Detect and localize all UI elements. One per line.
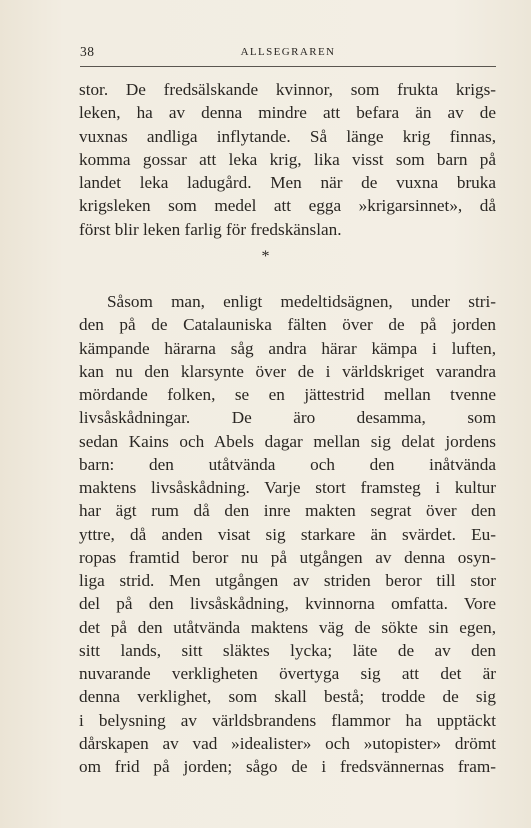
- text-line: barn: den utåtvända och den inåtvända: [79, 454, 496, 474]
- text-line: del på den livsåskådning, kvinnorna omfatta. Vore: [79, 594, 496, 614]
- text-line: mördande folken, se en jättestrid mellan tvenne: [79, 385, 496, 404]
- text-line: vuxnas andliga inflytande. Så länge krig finnas,: [79, 126, 496, 146]
- text-line: kämpande härarna såg andra härar kämpa i luften,: [79, 338, 496, 358]
- running-title: ALLSEGRAREN: [240, 46, 336, 58]
- text-line: den på de Catalauniska fälten över de på jorden: [79, 315, 496, 335]
- text-line: krigsleken som medel att egga »krigarsinnet», då: [79, 196, 496, 216]
- text-line: sitt lands, sitt släktes lycka; läte de av den: [79, 640, 496, 660]
- text-line: dårskapen av vad »idealister» och »utopister» drömt: [79, 733, 496, 753]
- text-line: leken, ha av denna mindre att befara än av de: [79, 103, 496, 123]
- page-number: 38: [80, 44, 95, 59]
- text-line: kan nu den klarsynte över de i världskriget varandra: [79, 361, 496, 381]
- section-separator: *: [261, 248, 270, 265]
- text-line: stor. De fredsälskande kvinnor, som frukta krigs-: [79, 80, 496, 99]
- paragraph-1: [79, 78, 496, 241]
- text-line: livsåskådningar. De äro desamma, som: [79, 408, 496, 428]
- text-line: maktens livsåskådning. Varje stort framsteg i kultur: [79, 478, 496, 497]
- text-line: ropas framtid beror nu på utgången av denna osyn-: [79, 547, 496, 567]
- text-line: liga strid. Men utgången av striden beror till stor: [79, 571, 496, 590]
- paragraph-2: [79, 290, 496, 778]
- text-line: har ägt rum då den inre makten segrat över den: [79, 501, 496, 521]
- text-line: Såsom man, enligt medeltidsägnen, under stri-: [107, 292, 496, 311]
- text-line: landet leka ladugård. Men när de vuxna bruka: [79, 173, 496, 192]
- text-line: om frid på jorden; sågo de i fredsvännernas fram-: [79, 757, 496, 776]
- text-line: det på den utåtvända maktens väg de sökte sin egen,: [79, 617, 496, 637]
- text-line: nuvarande verkligheten övertyga sig att det är: [79, 664, 496, 683]
- page-header: [80, 44, 496, 67]
- text-line: först blir leken farlig för fredskänslan.: [79, 219, 342, 239]
- text-line: sedan Kains och Abels dagar mellan sig delat jordens: [79, 431, 496, 451]
- text-line: komma gossar att leka krig, lika visst som barn på: [79, 149, 496, 169]
- text-line: yttre, då anden visat sig starkare än svärdet. Eu-: [79, 524, 496, 544]
- text-line: i belysning av världsbrandens flammor ha upptäckt: [79, 710, 496, 730]
- text-line: denna verklighet, som skall bestå; trodde de sig: [79, 687, 496, 707]
